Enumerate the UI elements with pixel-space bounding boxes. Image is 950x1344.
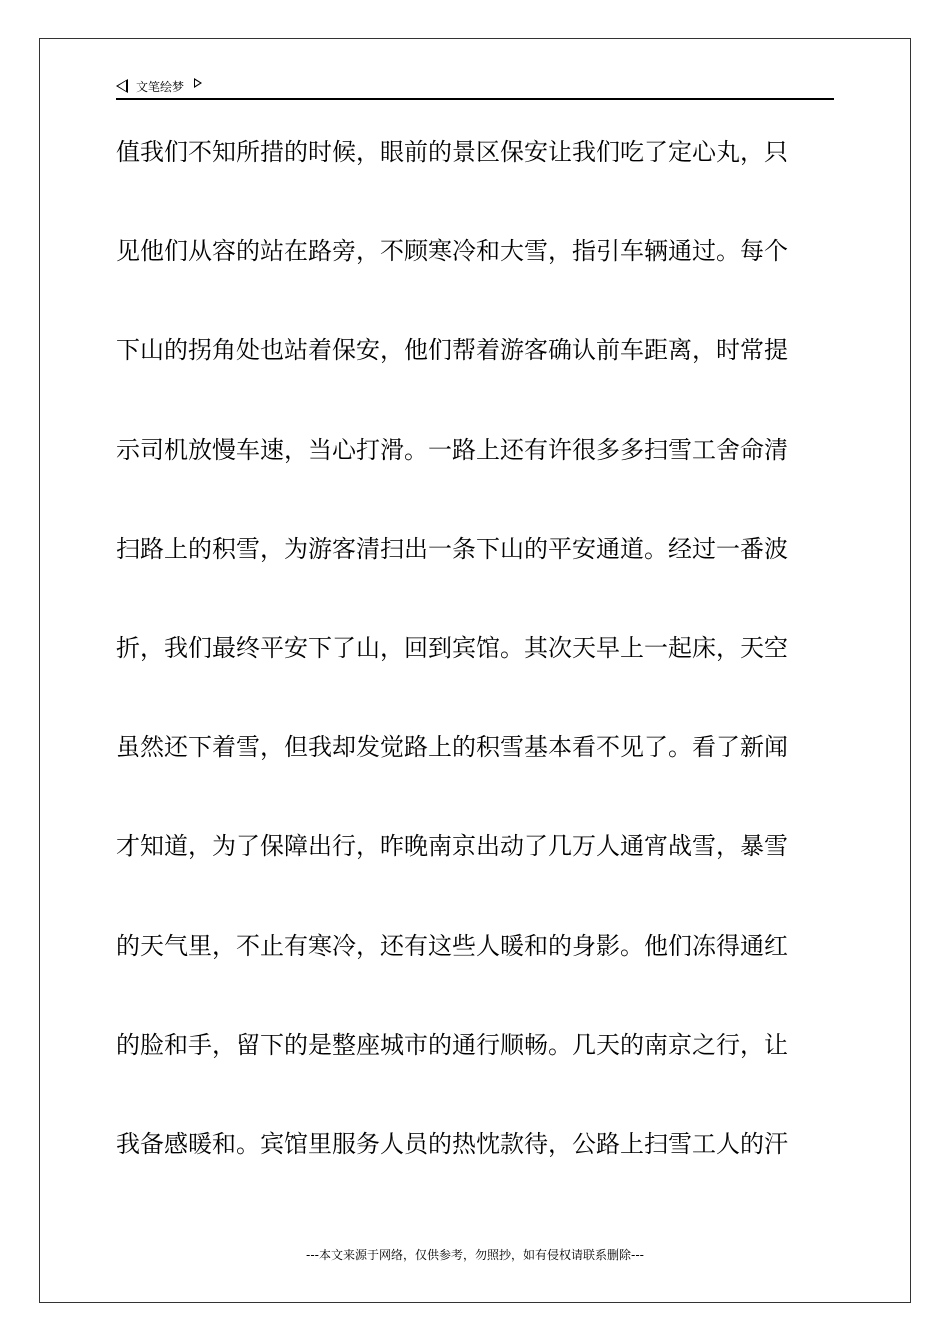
- text-line: 虽然还下着雪，但我却发觉路上的积雪基本看不见了。看了新闻: [116, 733, 788, 762]
- text-line: 的天气里，不止有寒冷，还有这些人暖和的身影。他们冻得通红: [116, 931, 788, 960]
- footer-disclaimer: ---本文来源于网络，仅供参考，勿照抄，如有侵权请联系删除---: [306, 1248, 644, 1262]
- text-line: 见他们从容的站在路旁，不顾寒冷和大雪，指引车辆通过。每个: [116, 237, 788, 266]
- header-title: 文笔绘梦: [136, 79, 185, 94]
- page-header: [116, 74, 834, 100]
- triangle-right-icon: [194, 78, 202, 88]
- text-line: 值我们不知所措的时候，眼前的景区保安让我们吃了定心丸，只: [116, 138, 788, 166]
- text-line: 下山的拐角处也站着保安，他们帮着游客确认前车距离，时常提: [116, 336, 788, 365]
- triangle-left-icon: [116, 79, 128, 93]
- document-body: [116, 128, 836, 1219]
- text-line: 才知道，为了保障出行，昨晚南京出动了几万人通宵战雪，暴雪: [116, 832, 788, 861]
- text-line: 我备感暖和。宾馆里服务人员的热忱款待，公路上扫雪工人的汗: [116, 1129, 788, 1158]
- text-line: 扫路上的积雪，为游客清扫出一条下山的平安通道。经过一番波: [116, 534, 788, 563]
- text-line: 示司机放慢车速，当心打滑。一路上还有许很多多扫雪工舍命清: [116, 435, 788, 464]
- text-line: 折，我们最终平安下了山，回到宾馆。其次天早上一起床，天空: [116, 633, 788, 662]
- text-line: 的脸和手，留下的是整座城市的通行顺畅。几天的南京之行，让: [116, 1030, 788, 1059]
